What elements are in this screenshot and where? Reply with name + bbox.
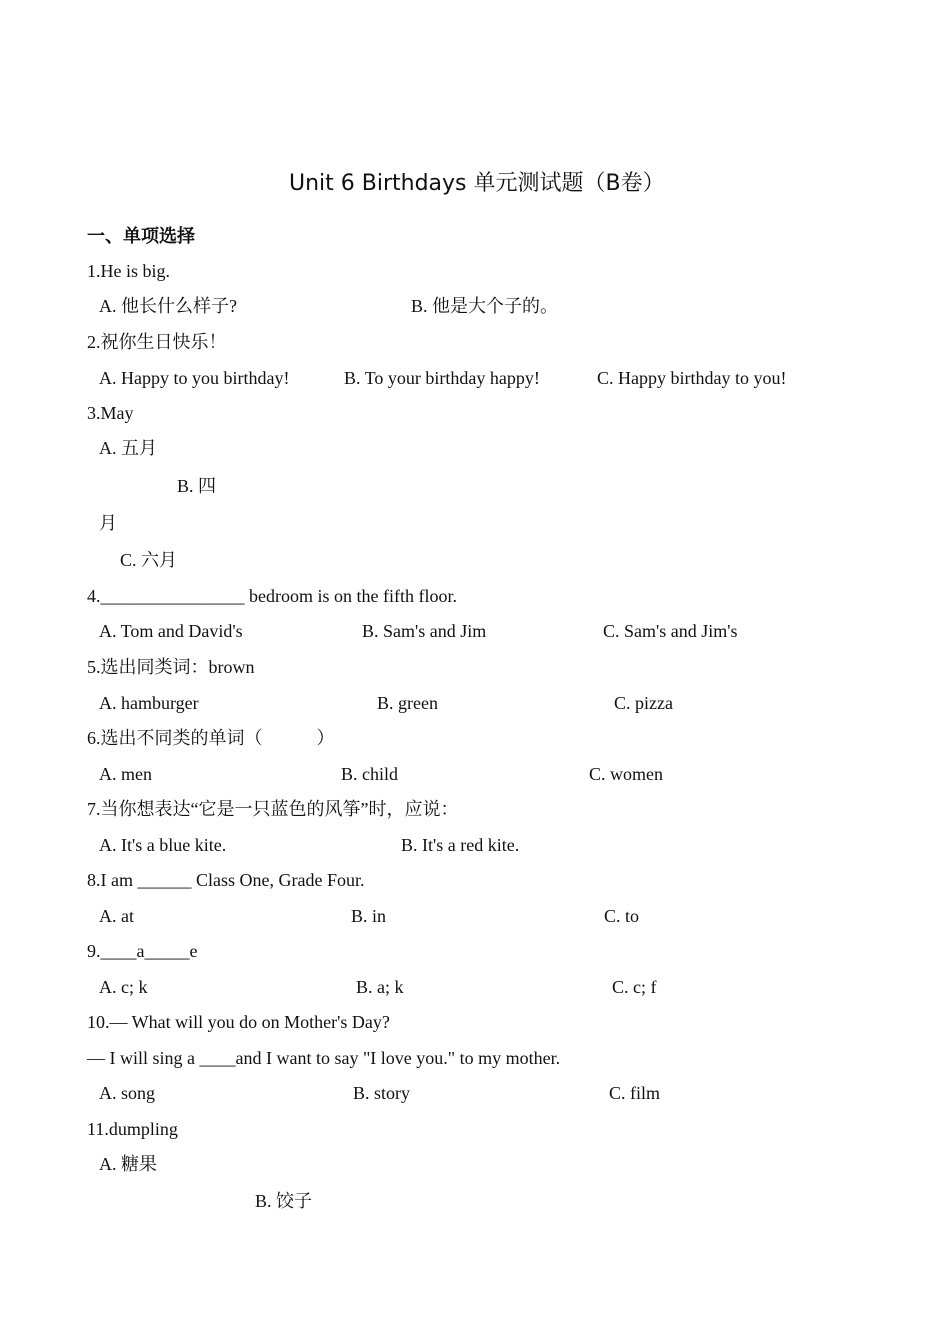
question-2-option-a: A. Happy to you birthday! [99,368,290,388]
question-7-stem: 7.当你想表达“它是一只蓝色的风筝”时，应说： [87,799,459,819]
question-8-option-a: A. at [99,906,134,926]
question-9-stem: 9.____a_____e [87,941,198,961]
question-10-stem: 10.— What will you do on Mother's Day? [87,1012,390,1032]
question-9-option-b: B. a; k [356,977,404,997]
question-2-option-c: C. Happy birthday to you! [597,368,787,388]
question-4-option-a: A. Tom and David's [99,621,243,641]
question-10-stem-continued: — I will sing a ____and I want to say "I love you." to my mother. [87,1048,561,1068]
question-1-option-b: B. 他是大个子的。 [411,296,559,316]
question-4-stem: 4.________________ bedroom is on the fifth floor. [87,586,457,606]
question-4-option-c: C. Sam's and Jim's [603,621,738,641]
question-8-option-c: C. to [604,906,640,926]
question-10-option-b: B. story [353,1083,411,1103]
question-9-option-a: A. c; k [99,977,148,997]
question-3-option-b: B. 四 [177,476,217,496]
question-3-option-b-wrap: 月 [99,513,117,533]
question-1-stem: 1.He is big. [87,261,170,281]
question-5-stem: 5.选出同类词：brown [87,657,255,677]
question-1-option-a: A. 他长什么样子? [99,296,237,316]
question-9-option-c: C. c; f [612,977,657,997]
question-3-option-a: A. 五月 [99,438,157,458]
question-6-option-a: A. men [99,764,152,784]
question-11-option-b: B. 饺子 [255,1191,313,1211]
question-10-option-a: A. song [99,1083,156,1103]
question-2-stem: 2.祝你生日快乐！ [87,332,227,352]
question-7-option-a: A. It's a blue kite. [99,835,227,855]
question-3-option-c: C. 六月 [120,550,178,570]
question-4-option-b: B. Sam's and Jim [362,621,487,641]
question-11-stem: 11.dumpling [87,1119,178,1139]
question-11-option-a: A. 糖果 [99,1154,157,1174]
page-title: Unit 6 Birthdays 单元测试题（B卷） [289,171,665,196]
question-6-option-b: B. child [341,764,398,784]
section-heading: 一、单项选择 [87,226,195,246]
question-5-option-c: C. pizza [614,693,673,713]
question-8-option-b: B. in [351,906,387,926]
question-6-stem: 6.选出不同类的单词（ ） [87,728,335,748]
question-3-stem: 3.May [87,403,134,423]
question-5-option-b: B. green [377,693,438,713]
question-5-option-a: A. hamburger [99,693,199,713]
question-2-option-b: B. To your birthday happy! [344,368,540,388]
question-6-option-c: C. women [589,764,663,784]
question-8-stem: 8.I am ______ Class One, Grade Four. [87,870,365,890]
question-10-option-c: C. film [609,1083,661,1103]
question-7-option-b: B. It's a red kite. [401,835,520,855]
